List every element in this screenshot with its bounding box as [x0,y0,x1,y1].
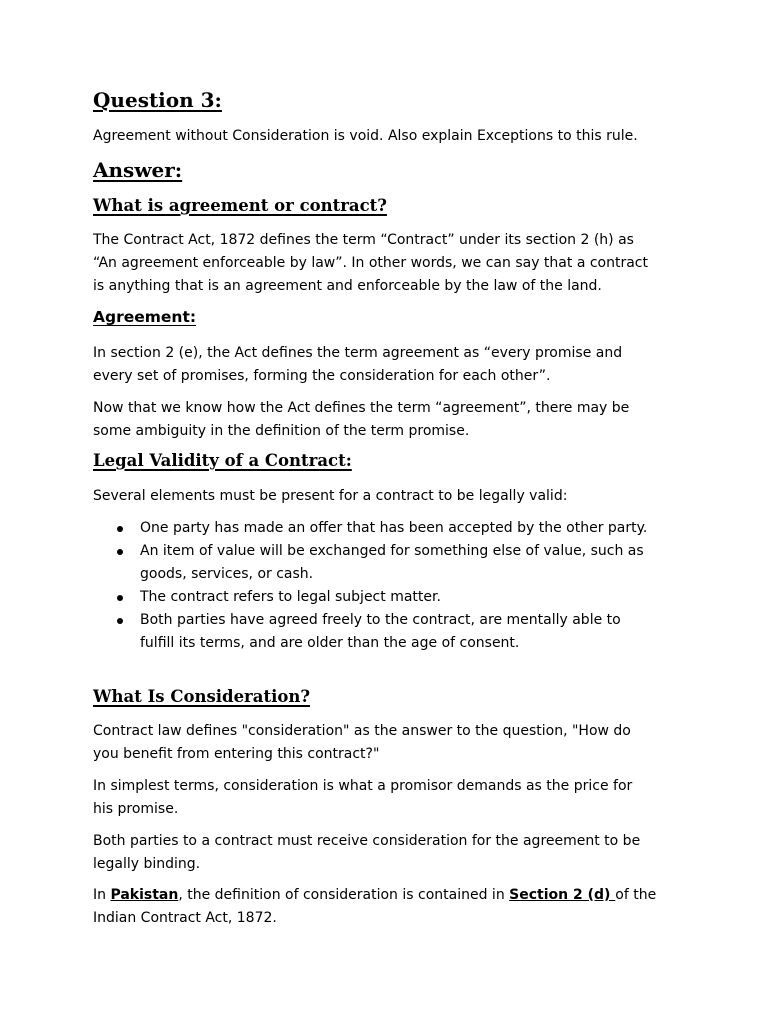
list-item [93,517,693,540]
question-text: Agreement without Consideration is void. Also explain Exceptions to this rule. [93,128,638,144]
text-fragment: In [93,887,111,903]
list-item [93,609,693,655]
paragraph-line: is anything that is an agreement and enforceable by the law of the land. [93,278,602,294]
paragraph-line: his promise. [93,801,179,817]
question-heading: Question 3: [93,88,222,112]
what-is-agreement-heading: What is agreement or contract? [93,196,387,215]
list-item-text: One party has made an offer that has been accepted by the other party. [140,520,648,536]
list-item-text: Both parties have agreed freely to the contract, are mentally able to [140,612,621,628]
what-is-consideration-heading: What Is Consideration? [93,687,311,706]
legal-validity-heading: Legal Validity of a Contract: [93,451,352,470]
paragraph-line: Contract law defines "consideration" as the answer to the question, "How do [93,723,631,739]
list-item [93,586,693,609]
list-item [93,540,693,586]
paragraph-line: some ambiguity in the definition of the term promise. [93,423,470,439]
paragraph-line: every set of promises, forming the consideration for each other”. [93,368,551,384]
paragraph-line: “An agreement enforceable by law”. In other words, we can say that a contract [93,255,648,271]
list-item-text: goods, services, or cash. [140,566,314,582]
answer-heading: Answer: [93,158,183,182]
paragraph-line: you benefit from entering this contract?" [93,746,380,762]
paragraph-line: Indian Contract Act, 1872. [93,910,277,926]
bullet-icon [117,618,123,624]
text-fragment: , the definition of consideration is contained in [178,887,510,903]
paragraph-line: Now that we know how the Act defines the term “agreement”, there may be [93,400,630,416]
section-2d-link[interactable]: Section 2 (d) [509,887,616,903]
paragraph-line: The Contract Act, 1872 defines the term “Contract” under its section 2 (h) as [93,232,634,248]
list-item-text: fulfill its terms, and are older than the age of consent. [140,635,520,651]
paragraph-line: legally binding. [93,856,201,872]
paragraph-line: In simplest terms, consideration is what a promisor demands as the price for [93,778,633,794]
bullet-icon [117,549,123,555]
paragraph-line [93,884,693,907]
list-item-text: An item of value will be exchanged for something else of value, such as [140,543,644,559]
legal-validity-list [93,517,693,655]
bullet-icon [117,595,123,601]
pakistan-link[interactable]: Pakistan [110,887,179,903]
agreement-heading: Agreement: [93,308,197,326]
text-fragment: of the [615,887,657,903]
paragraph-line: Both parties to a contract must receive consideration for the agreement to be [93,833,641,849]
bullet-icon [117,526,123,532]
legal-validity-intro: Several elements must be present for a contract to be legally valid: [93,488,568,504]
list-item-text: The contract refers to legal subject matter. [140,589,441,605]
paragraph-line: In section 2 (e), the Act defines the term agreement as “every promise and [93,345,623,361]
